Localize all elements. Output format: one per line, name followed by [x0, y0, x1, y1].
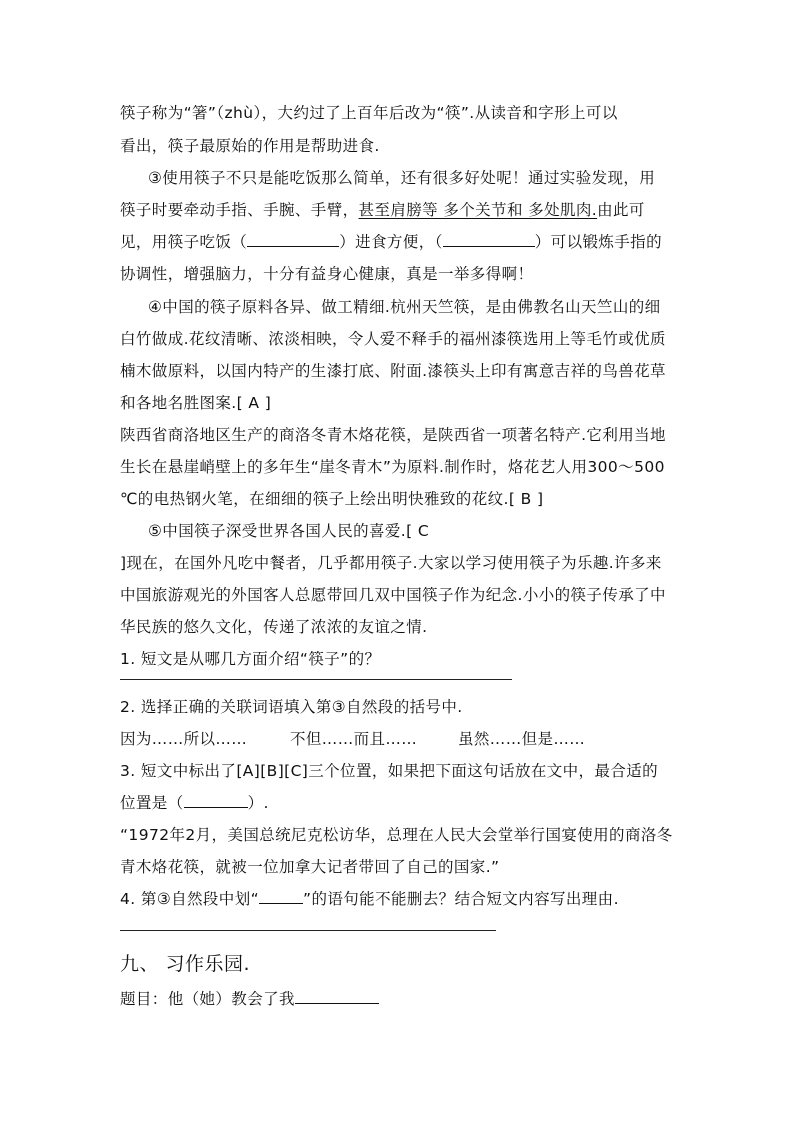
paragraph-3-text: ）可以锻炼手指的: [534, 233, 662, 251]
paragraph-3-text: 筷子时要牵动手指、手腕、手臂，: [120, 201, 359, 219]
paragraph-3-line-3: [120, 232, 662, 252]
question-2-options: [120, 729, 585, 749]
essay-title-prefix: 题目：他（她）教会了我: [120, 990, 295, 1008]
paragraph-5-line-3: 中国旅游观光的外国客人总愿带回几双中国筷子作为纪念.小小的筷子传承了中: [120, 586, 666, 604]
section-9-heading: 九、 习作乐园.: [120, 953, 251, 975]
essay-title-blank[interactable]: [295, 989, 379, 1004]
question-2: 2. 选择正确的关联词语填入第③自然段的括号中.: [120, 698, 463, 716]
section-9-prompt: [120, 989, 379, 1009]
underlined-sentence: 甚至肩膀等 多个关节和 多处肌肉.: [358, 201, 598, 219]
question-1: 1. 短文是从哪几方面介绍“筷子”的？: [120, 650, 381, 668]
paragraph-5-line-4: 华民族的悠久文化，传递了浓浓的友谊之情.: [120, 618, 428, 636]
question-3-answer-blank[interactable]: [184, 793, 248, 808]
paragraph-4-line-5: 陕西省商洛地区生产的商洛冬青木烙花筷，是陕西省一项著名特产.它利用当地: [120, 426, 666, 444]
paragraph-3-text: 由此可: [597, 201, 645, 219]
answer-blank-1[interactable]: [247, 232, 339, 247]
question-1-answer-line[interactable]: [120, 679, 512, 680]
option-2[interactable]: 不但……而且……: [290, 730, 418, 748]
question-4-answer-line[interactable]: [120, 930, 496, 931]
paragraph-3-line-4: 协调性，增强脑力，十分有益身心健康，真是一举多得啊！: [120, 265, 534, 283]
paragraph-4-line-3: 楠木做原料，以国内特产的生漆打底、附面.漆筷头上印有寓意吉祥的鸟兽花草: [120, 362, 666, 380]
question-4-text: 4. 第③自然段中划“: [120, 890, 260, 908]
paragraph-3-line-2: [120, 200, 645, 220]
paragraph-5-line-2: ]现在，在国外凡吃中餐者，几乎都用筷子.大家以学习使用筷子为乐趣.许多来: [120, 554, 662, 572]
paragraph-4-line-4: 和各地名胜图案.[ A ]: [120, 394, 272, 412]
paragraph-2-line-1: 筷子称为“箸”（zhù），大约过了上百年后改为“筷”.从读音和字形上可以: [120, 104, 618, 122]
question-3-text: ）.: [247, 794, 269, 812]
paragraph-3-text: 见，用筷子吃饭（: [120, 233, 248, 251]
paragraph-4-line-7: ℃的电热钢火笔，在细细的筷子上绘出明快雅致的花纹.[ B ]: [120, 490, 544, 508]
paragraph-4-line-1: ④中国的筷子原料各异、做工精细.杭州天竺筷，是由佛教名山天竺山的细: [148, 298, 661, 316]
paragraph-4-line-2: 白竹做成.花纹清晰、浓淡相映，令人爱不释手的福州漆筷选用上等毛竹或优质: [120, 330, 666, 348]
question-4-text: ”的语句能不能删去？结合短文内容写出理由.: [303, 890, 619, 908]
option-3[interactable]: 虽然……但是……: [458, 730, 586, 748]
question-3-quote-line-1: “1972年2月，美国总统尼克松访华，总理在人民大会堂举行国宴使用的商洛冬: [120, 826, 673, 844]
question-3-text: 位置是（: [120, 794, 184, 812]
underline-sample: [259, 889, 303, 904]
paragraph-2-line-2: 看出，筷子最原始的作用是帮助进食.: [120, 137, 380, 155]
question-4: [120, 889, 619, 909]
paragraph-4-line-6: 生长在悬崖峭壁上的多年生“崖冬青木”为原料.制作时，烙花艺人用300～500: [120, 458, 665, 476]
question-3-quote-line-2: 青木烙花筷，就被一位加拿大记者带回了自己的国家.”: [120, 858, 500, 876]
paragraph-5-line-1: ⑤中国筷子深受世界各国人民的喜爱.[ C: [148, 522, 430, 540]
paragraph-3-line-1: ③使用筷子不只是能吃饭那么简单，还有很多好处呢！通过实验发现，用: [148, 169, 656, 187]
question-3-line-2: [120, 793, 269, 813]
answer-blank-2[interactable]: [443, 232, 535, 247]
paragraph-3-text: ）进食方便，（: [339, 233, 443, 251]
option-1[interactable]: 因为……所以……: [120, 730, 248, 748]
question-3-line-1: 3. 短文中标出了[A][B][C]三个位置，如果把下面这句话放在文中，最合适的: [120, 762, 659, 780]
